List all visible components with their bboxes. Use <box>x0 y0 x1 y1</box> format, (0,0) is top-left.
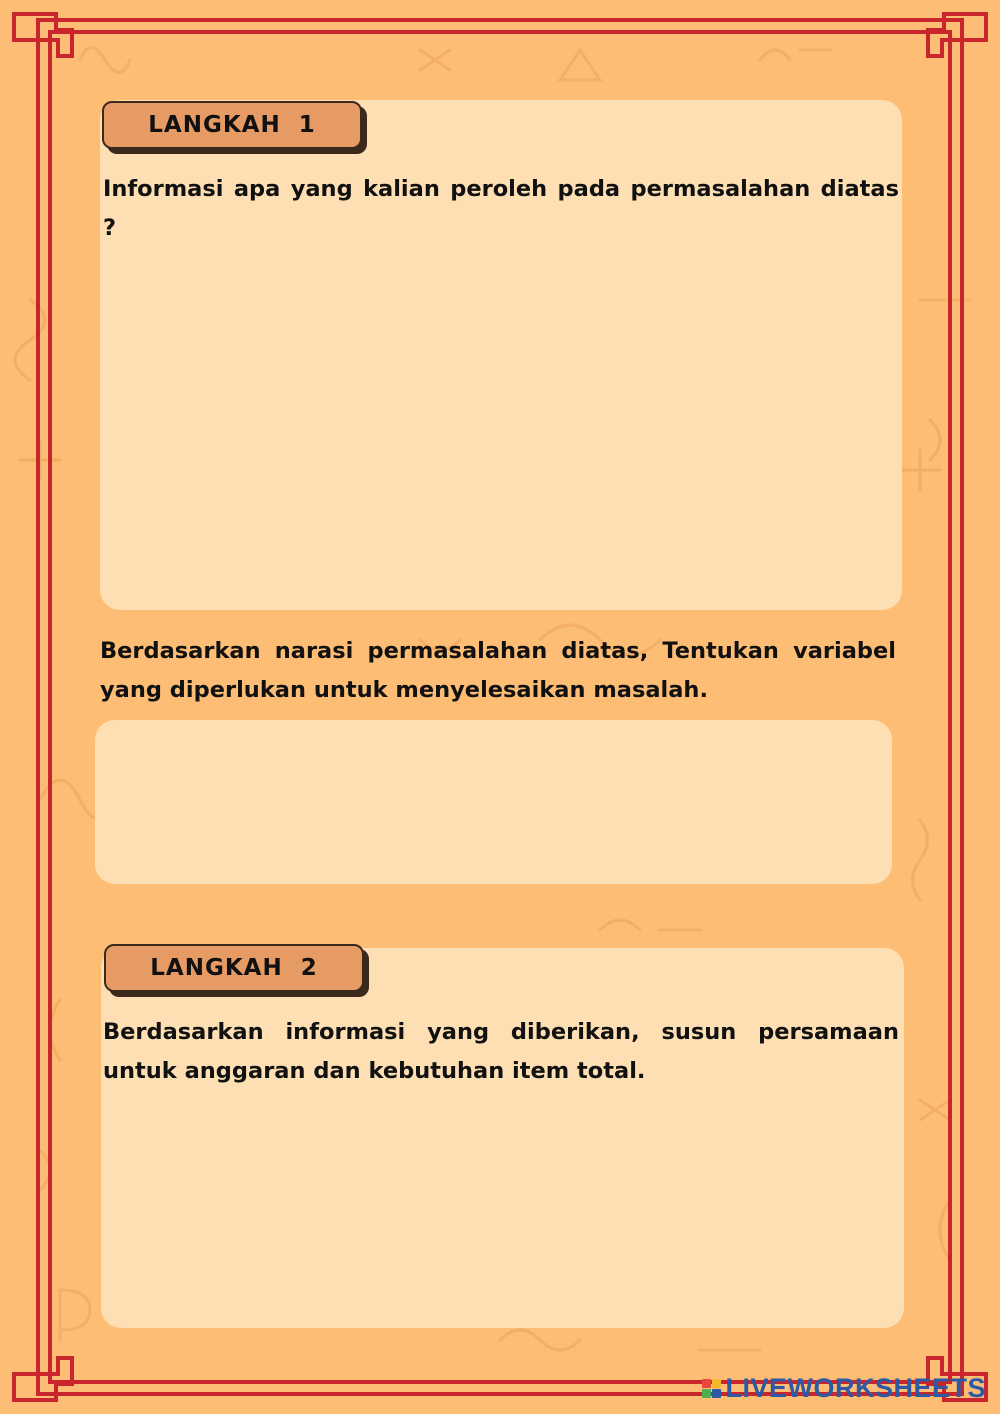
variables-question: Berdasarkan narasi permasalahan diatas, Tentukan variabel yang diperlukan untuk menyelesaikan masalah. <box>100 638 896 703</box>
liveworksheets-logo-icon <box>702 1379 721 1398</box>
step1-question: Informasi apa yang kalian peroleh pada permasalahan diatas ? <box>103 176 899 241</box>
step1-answer-area[interactable] <box>100 255 902 605</box>
variables-answer-box[interactable] <box>95 720 892 884</box>
step2-answer-area[interactable] <box>101 1100 904 1325</box>
liveworksheets-text: LIVEWORKSHEETS <box>725 1373 986 1403</box>
step2-label: LANGKAH 2 <box>104 944 364 992</box>
liveworksheets-brand[interactable] <box>702 1373 986 1404</box>
step1-label: LANGKAH 1 <box>102 101 362 149</box>
step2-question: Berdasarkan informasi yang diberikan, susun persamaan untuk anggaran dan kebutuhan item total. <box>103 1019 899 1084</box>
